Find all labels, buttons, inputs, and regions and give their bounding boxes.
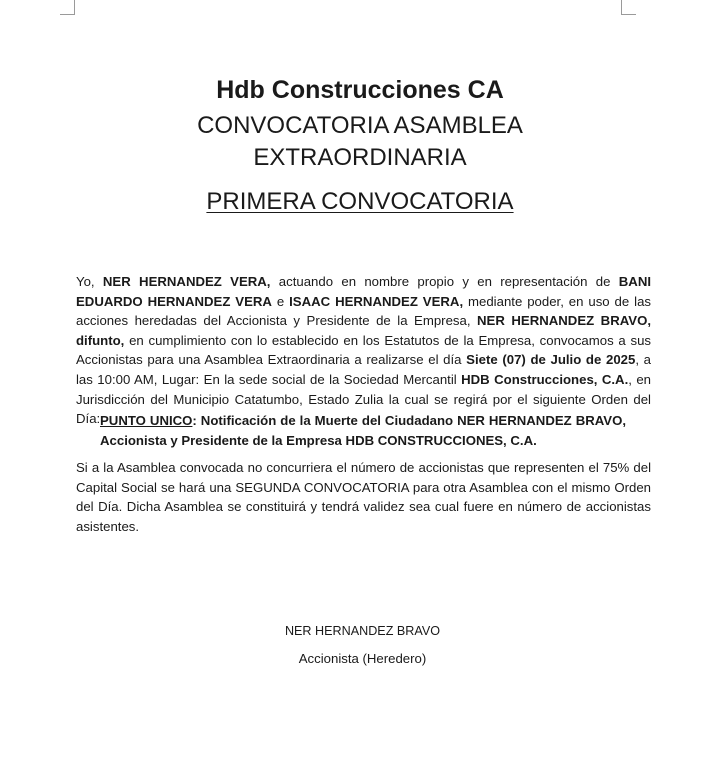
text-run: mediante poder, en uso de las acciones heredadas del Accionista y Presidente de la Empresa, (76, 293, 652, 329)
first-convocation-heading (0, 187, 720, 217)
agenda-item (100, 411, 626, 450)
company-title: Hdb Construcciones CA (216, 76, 504, 104)
convocation-title-line2: EXTRAORDINARIA (253, 144, 467, 171)
bold-company: HDB Construcciones, C.A. (461, 371, 629, 387)
second-convocation-paragraph: Si a la Asamblea convocada no concurriera el número de accionistas que representen el 75% del Capital Social se hará una SEGUNDA CONVOCATORIA para otra Asamblea con el mismo Orden del Día. Dicha Asamblea se constituirá y tendrá validez sea cual fuere en número de accionistas asistentes. (76, 460, 651, 534)
text-run: actuando en nombre propio y en representación de (270, 274, 619, 289)
text-run: Yo, (76, 274, 103, 289)
bold-name: BANI EDUARDO HERNANDEZ VERA (76, 274, 652, 309)
first-convocation-text: PRIMERA CONVOCATORIA (206, 188, 514, 215)
bold-date: Siete (07) de Julio de 2025 (466, 352, 636, 368)
agenda-text: : Notificación de la Muerte del Ciudadano NER HERNANDEZ BRAVO, Accionista y Presidente de la Empresa HDB CONSTRUCCIONES, C.A. (100, 413, 626, 448)
bold-name: ISAAC HERNANDEZ VERA, (289, 293, 464, 309)
text-run: , a las 10:00 AM, Lugar: En la sede social de la Sociedad Mercantil (76, 352, 651, 387)
bold-name: NER HERNANDEZ BRAVO, difunto, (76, 313, 651, 348)
text-run: en cumplimiento con lo establecido en los Estatutos de la Empresa, convocamos a sus Accionistas para una Asamblea Extraordinaria a realizarse el día (76, 332, 651, 368)
crop-mark-right (621, 0, 636, 15)
intro-paragraph (76, 272, 651, 429)
text-run: , en Jurisdicción del Municipio Catatumbo, Estado Zulia la cual se regirá por el siguiente Orden del Día: (76, 371, 651, 427)
crop-mark-left (60, 0, 75, 15)
convocation-title-line1: CONVOCATORIA ASAMBLEA (197, 112, 523, 139)
agenda-label: PUNTO UNICO (100, 413, 193, 428)
text-run: e (271, 293, 290, 309)
signature-role: Accionista (Heredero) (298, 651, 427, 666)
signature-name: NER HERNANDEZ BRAVO (284, 624, 441, 638)
bold-name: NER HERNANDEZ VERA, (102, 274, 271, 289)
